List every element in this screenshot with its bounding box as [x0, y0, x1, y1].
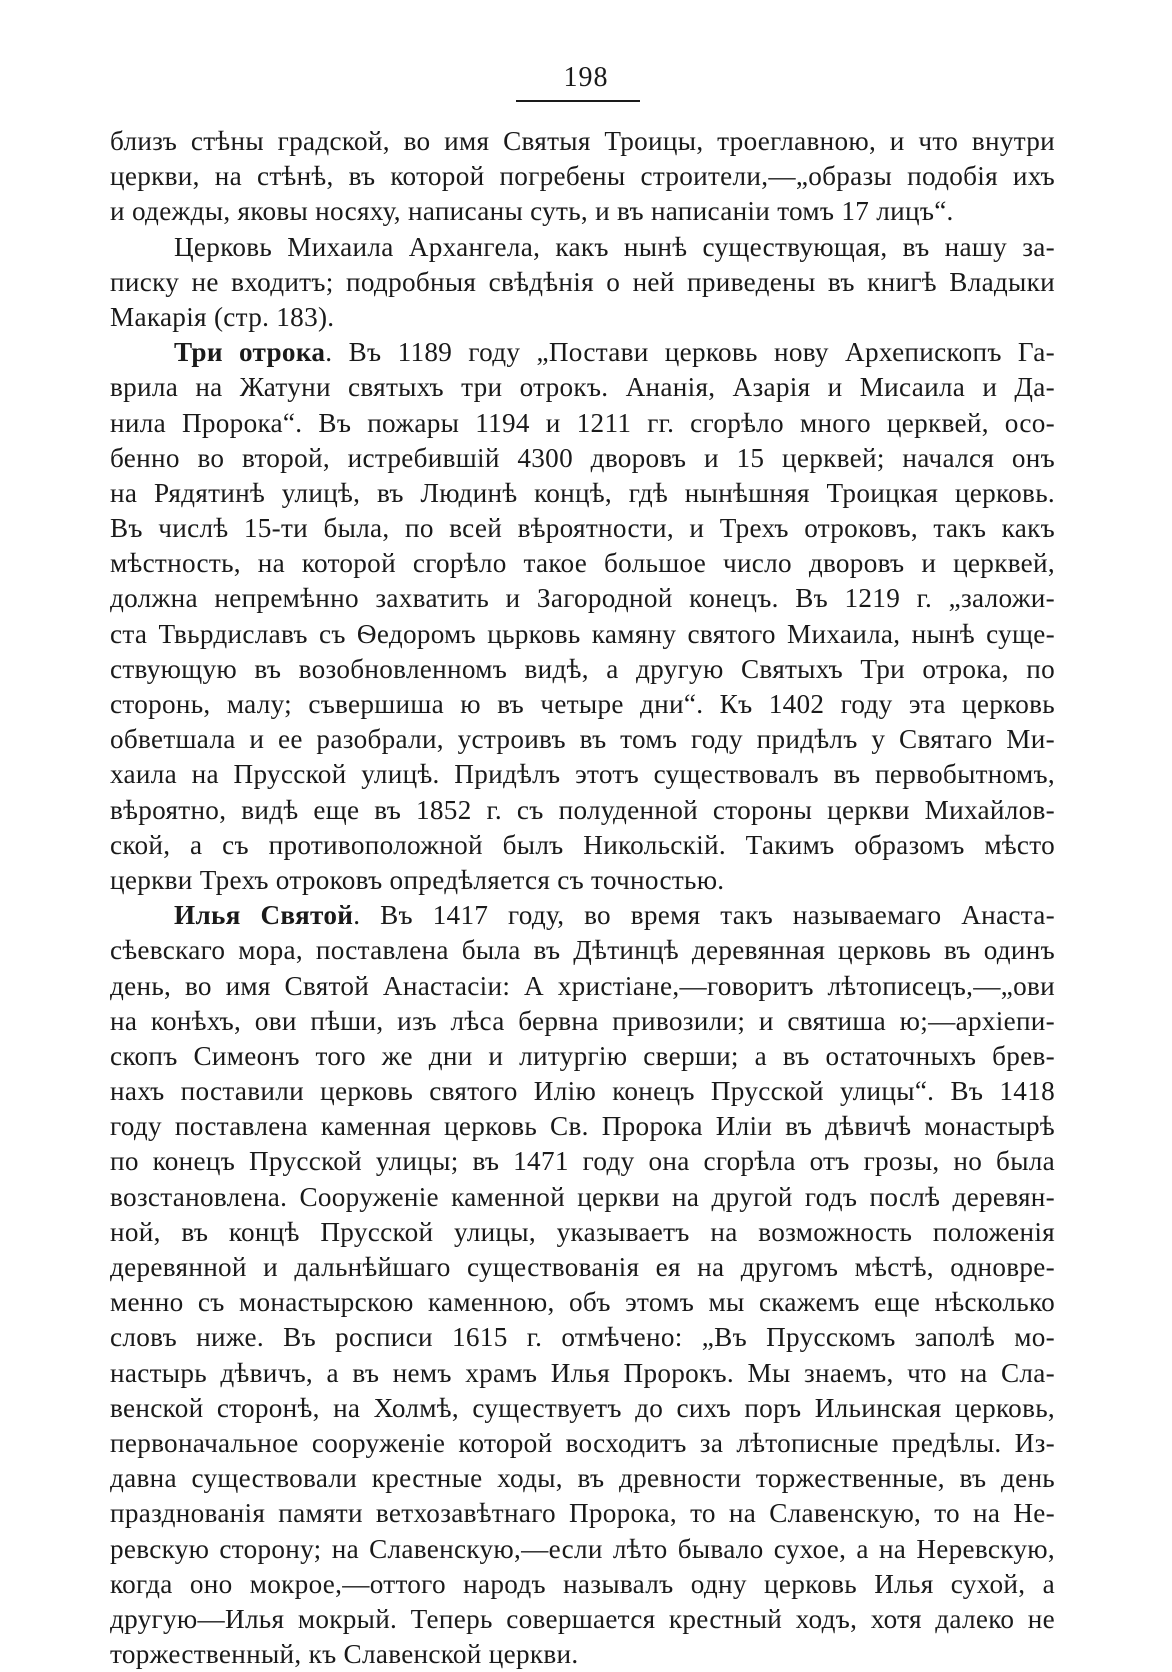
- text-line: Въ числѣ 15-ти была, по всей вѣроятности, и Трехъ отроковъ, такъ какъ: [110, 513, 1055, 544]
- page-number-rule: [516, 100, 640, 102]
- text-line: должна непремѣнно захватить и Загородной конецъ. Въ 1219 г. „заложи-: [110, 583, 1055, 614]
- text-line: на конѣхъ, ови пѣши, изъ лѣса бервна привозили; и святиша ю;—архіепи-: [110, 1005, 1055, 1036]
- text-line: Макарія (стр. 183).: [110, 301, 335, 332]
- text-line: скопъ Симеонъ того же дни и литургію сверши; а въ остаточныхъ брев-: [110, 1040, 1055, 1071]
- text-line: первоначальное сооруженіе которой восходитъ за лѣтописные предѣлы. Из-: [110, 1427, 1055, 1458]
- text-line: нила Пророка“. Въ пожары 1194 и 1211 гг. сгорѣло много церквей, осо-: [110, 407, 1055, 438]
- text-line: день, во имя Святой Анастасіи: А христіане,—говоритъ лѣтописецъ,—„ови: [110, 970, 1055, 1001]
- text-line: бенно во второй, истребившій 4300 дворовъ и 15 церквей; начался онъ: [110, 442, 1055, 473]
- text-line: близъ стѣны градской, во имя Святыя Троицы, троеглавною, и что внутри: [110, 126, 1055, 156]
- text-line: вѣроятно, видѣ еще въ 1852 г. съ полуденной стороны церкви Михайлов-: [110, 794, 1055, 825]
- text-line: менно съ монастырскою каменною, объ этомъ мы скажемъ еще нѣсколько: [110, 1287, 1055, 1318]
- text-line: сѣевскаго мора, поставлена была въ Дѣтинцѣ деревянная церковь въ одинъ: [110, 935, 1055, 966]
- text-line: венской сторонѣ, на Холмѣ, существуетъ до сихъ поръ Ильинская церковь,: [110, 1392, 1055, 1423]
- text-line: врила на Жатуни святыхъ три отрокъ. Ананія, Азарія и Мисаила и Да-: [110, 372, 1055, 403]
- text-line: ной, въ концѣ Прусской улицы, указываетъ на возможность положенія: [110, 1216, 1055, 1247]
- page-number: 198: [563, 62, 609, 93]
- text-line: возстановлена. Сооруженіе каменной церкви на другой годъ послѣ деревян-: [110, 1181, 1055, 1212]
- text-line: празднованія памяти ветхозавѣтнаго Пророка, то на Славенскую, то на Не-: [110, 1498, 1055, 1529]
- section-heading: Три отрока: [174, 337, 326, 368]
- text-line: словъ ниже. Въ росписи 1615 г. отмѣчено: „Въ Прусскомъ заполѣ мо-: [110, 1322, 1055, 1353]
- text-line: давна существовали крестные ходы, въ древности торжественные, въ день: [110, 1463, 1055, 1494]
- paragraph: [110, 335, 1055, 898]
- text-line: настырь дѣвичъ, а въ немъ храмъ Илья Пророкъ. Мы знаемъ, что на Сла-: [110, 1357, 1055, 1388]
- text-line: торжественный, къ Славенской церкви.: [110, 1639, 579, 1670]
- text-line: ствующую въ возобновленномъ видѣ, а другую Святыхъ Три отрока, по: [110, 653, 1055, 684]
- text-line: нахъ поставили церковь святого Илію конецъ Прусской улицы“. Въ 1418: [110, 1076, 1055, 1107]
- text-line: другую—Илья мокрый. Теперь совершается крестный ходъ, хотя далеко не: [110, 1603, 1055, 1634]
- text-span: . Въ 1189 году „Постави церковь нову Архепископъ Га-: [325, 337, 1055, 368]
- text-line: и одежды, яковы носяху, написаны суть, и въ написаніи томъ 17 лицъ“.: [110, 196, 954, 227]
- paragraph: [110, 898, 1055, 1672]
- text-line: деревянной и дальнѣйшаго существованія ея на другомъ мѣстѣ, одновре-: [110, 1252, 1055, 1282]
- text-line: [110, 898, 1055, 933]
- paragraph: [110, 124, 1055, 230]
- text-line: на Рядятинѣ улицѣ, въ Людинѣ концѣ, гдѣ нынѣшняя Троицкая церковь.: [110, 477, 1055, 508]
- text-line: ста Твьрдиславъ съ Ѳедоромъ цьрковь камяну святого Михаила, нынѣ суще-: [110, 618, 1055, 649]
- text-line: году поставлена каменная церковь Св. Пророка Иліи въ дѣвичѣ монастырѣ: [110, 1111, 1055, 1142]
- text-line: церкви, на стѣнѣ, въ которой погребены строители,—„образы подобія ихъ: [110, 161, 1055, 192]
- text-line: мѣстность, на которой сгорѣло такое большое число дворовъ и церквей,: [110, 548, 1055, 579]
- paragraph: [110, 230, 1055, 336]
- text-line: ревскую сторону; на Славенскую,—если лѣто бывало сухое, а на Неревскую,: [110, 1533, 1055, 1564]
- text-line: по конецъ Прусской улицы; въ 1471 году она сгорѣла отъ грозы, но была: [110, 1146, 1055, 1177]
- text-line: когда оно мокрое,—оттого народъ называлъ одну церковь Илья сухой, а: [110, 1568, 1055, 1599]
- text-line: Церковь Михаила Архангела, какъ нынѣ существующая, въ нашу за-: [174, 231, 1055, 262]
- text-span: . Въ 1417 году, во время такъ называемаго Анаста-: [353, 900, 1055, 931]
- text-line: обветшала и ее разобрали, устроивъ въ томъ году придѣлъ у Святаго Ми-: [110, 724, 1055, 755]
- page-body: [110, 124, 1055, 1672]
- text-line: сторонь, малу; съвершиша ю въ четыре дни“. Къ 1402 году эта церковь: [110, 689, 1055, 719]
- text-line: писку не входитъ; подробныя свѣдѣнія о ней приведены въ книгѣ Владыки: [110, 266, 1055, 297]
- text-line: [110, 335, 1055, 370]
- text-line: церкви Трехъ отроковъ опредѣляется съ точностью.: [110, 864, 725, 895]
- text-line: ской, а съ противоположной былъ Никольскій. Такимъ образомъ мѣсто: [110, 829, 1055, 860]
- section-heading: Илья Святой: [174, 900, 354, 931]
- text-line: хаила на Прусской улицѣ. Придѣлъ этотъ существовалъ въ первобытномъ,: [110, 759, 1055, 790]
